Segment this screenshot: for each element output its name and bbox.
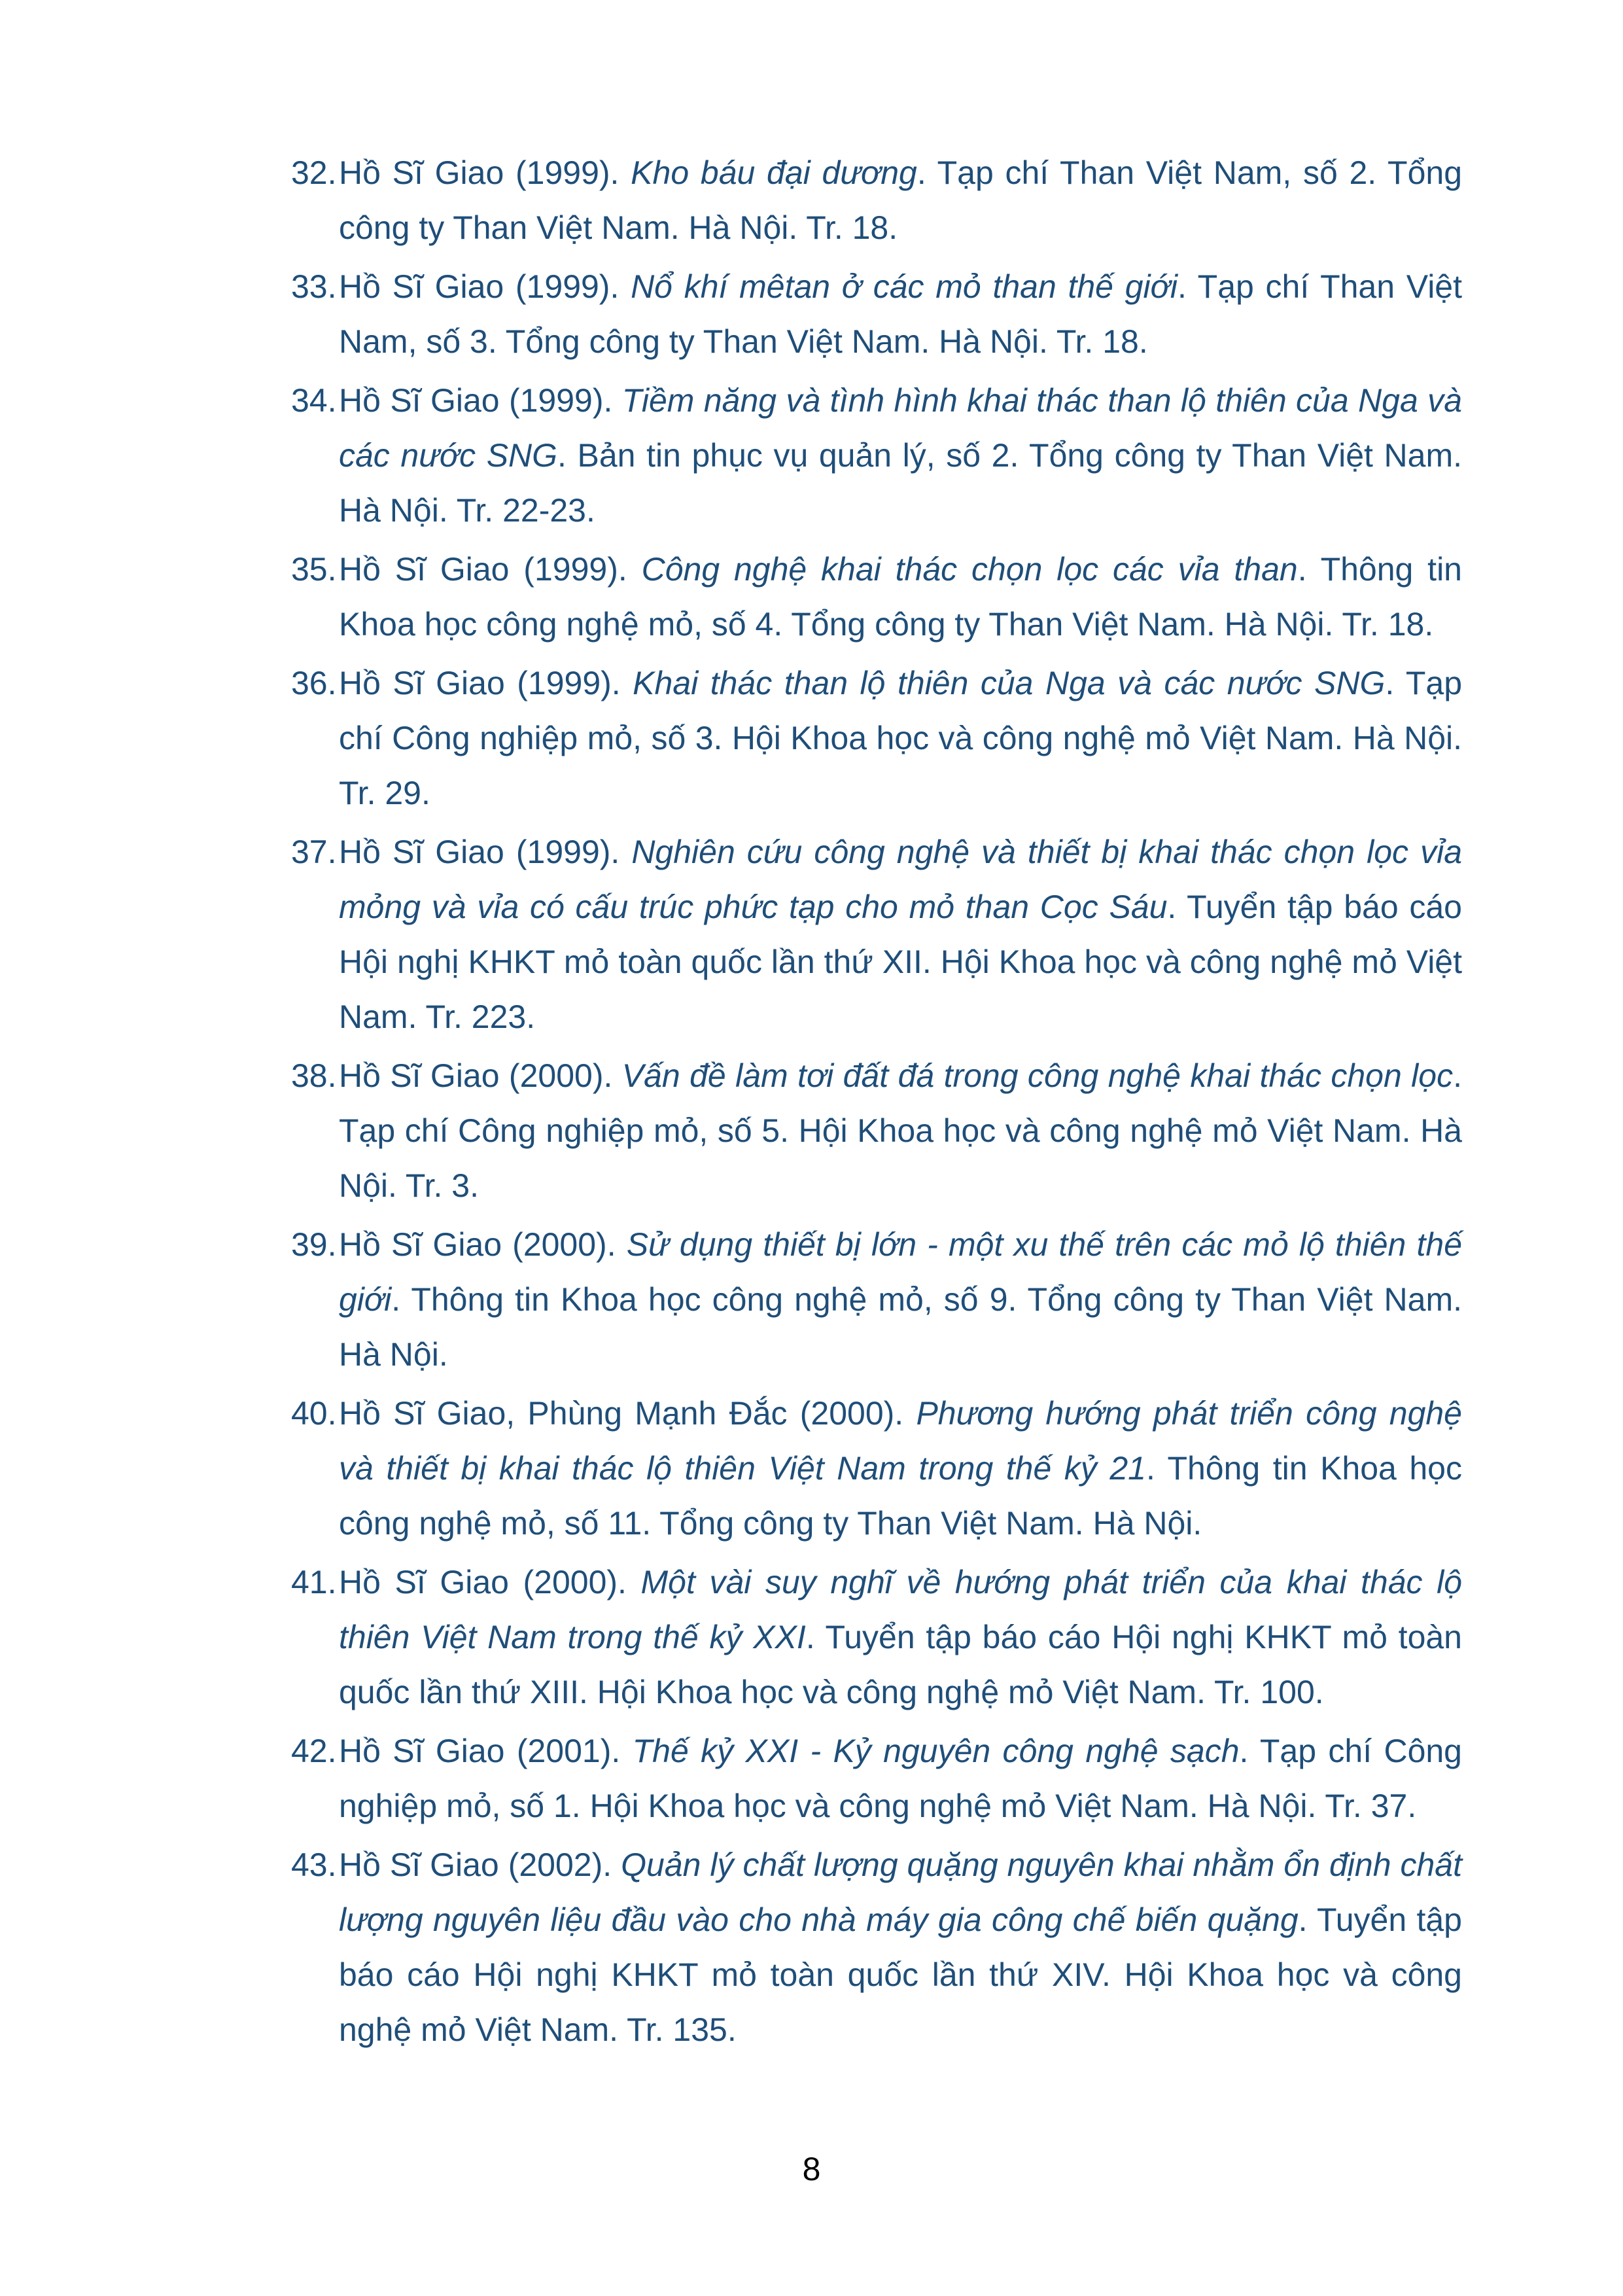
reference-source: . Tạp chí Công nghiệp mỏ, số 5. Hội Khoa học và công nghệ mỏ Việt Nam. Hà Nội. Tr. 3. xyxy=(339,1057,1462,1204)
reference-source: . Tuyển tập báo cáo Hội nghị KHKT mỏ toàn quốc lần thứ XIII. Hội Khoa học và công nghệ mỏ Việt Nam. Tr. 100. xyxy=(339,1619,1462,1710)
reference-item xyxy=(291,1048,1462,1213)
page-number: 8 xyxy=(802,2151,821,2187)
reference-author-year: Hồ Sĩ Giao (2002). xyxy=(339,1846,621,1883)
reference-item xyxy=(291,1723,1462,1833)
reference-author-year: Hồ Sĩ Giao (1999). xyxy=(339,551,642,588)
reference-author-year: Hồ Sĩ Giao (1999). xyxy=(339,154,631,191)
reference-title: Thế kỷ XXI - Kỷ nguyên công nghệ sạch xyxy=(632,1733,1240,1769)
reference-number: 38. xyxy=(291,1057,337,1094)
reference-item xyxy=(291,656,1462,821)
reference-number: 41. xyxy=(291,1564,337,1600)
reference-number: 35. xyxy=(291,551,337,588)
reference-item xyxy=(291,1386,1462,1551)
reference-title: Kho báu đại dương xyxy=(631,154,917,191)
reference-item xyxy=(291,542,1462,652)
reference-author-year: Hồ Sĩ Giao (2000). xyxy=(339,1226,627,1263)
reference-title: Quản lý chất lượng quặng nguyên khai nhằm ổn định chất lượng nguyên liệu đầu vào cho nhà máy gia công chế biến quặng xyxy=(339,1846,1463,1938)
reference-item xyxy=(291,259,1462,369)
reference-number: 36. xyxy=(291,665,337,701)
reference-source: . Tạp chí Than Việt Nam, số 2. Tổng công ty Than Việt Nam. Hà Nội. Tr. 18. xyxy=(339,154,1462,246)
reference-source: . Thông tin Khoa học công nghệ mỏ, số 4. Tổng công ty Than Việt Nam. Hà Nội. Tr. 18. xyxy=(339,551,1462,643)
reference-title: Phương hướng phát triển công nghệ và thiết bị khai thác lộ thiên Việt Nam trong thế kỷ 21 xyxy=(339,1395,1462,1487)
reference-item xyxy=(291,1217,1462,1382)
reference-number: 37. xyxy=(291,834,337,870)
reference-source: . Bản tin phục vụ quản lý, số 2. Tổng công ty Than Việt Nam. Hà Nội. Tr. 22-23. xyxy=(339,437,1462,529)
reference-title: Nghiên cứu công nghệ và thiết bị khai thác chọn lọc vỉa mỏng và vỉa có cấu trúc phức tạp cho mỏ than Cọc Sáu xyxy=(339,834,1462,925)
reference-title: Nổ khí mêtan ở các mỏ than thế giới xyxy=(631,268,1178,305)
reference-number: 43. xyxy=(291,1846,337,1883)
reference-source: . Tạp chí Than Việt Nam, số 3. Tổng công ty Than Việt Nam. Hà Nội. Tr. 18. xyxy=(339,268,1462,360)
reference-item xyxy=(291,1555,1462,1720)
reference-source: . Tạp chí Công nghiệp mỏ, số 3. Hội Khoa học và công nghệ mỏ Việt Nam. Hà Nội. Tr. 29. xyxy=(339,665,1462,811)
reference-title: Vấn đề làm tơi đất đá trong công nghệ khai thác chọn lọc xyxy=(621,1057,1454,1094)
reference-title: Khai thác than lộ thiên của Nga và các nước SNG xyxy=(633,665,1386,701)
reference-number: 40. xyxy=(291,1395,337,1432)
reference-title: Một vài suy nghĩ về hướng phát triển của khai thác lộ thiên Việt Nam trong thế kỷ XXI xyxy=(339,1564,1463,1655)
reference-source: . Tạp chí Công nghiệp mỏ, số 1. Hội Khoa học và công nghệ mỏ Việt Nam. Hà Nội. Tr. 37. xyxy=(339,1733,1462,1824)
reference-title: Sử dụng thiết bị lớn - một xu thế trên các mỏ lộ thiên thế giới xyxy=(339,1226,1462,1318)
reference-number: 39. xyxy=(291,1226,337,1263)
reference-list xyxy=(291,145,1462,2061)
reference-author-year: Hồ Sĩ Giao (2000). xyxy=(339,1564,641,1600)
reference-author-year: Hồ Sĩ Giao (2000). xyxy=(339,1057,622,1094)
reference-item xyxy=(291,824,1462,1044)
reference-item xyxy=(291,145,1462,255)
reference-number: 32. xyxy=(291,154,337,191)
reference-number: 42. xyxy=(291,1733,337,1769)
reference-author-year: Hồ Sĩ Giao (1999). xyxy=(339,834,632,870)
reference-source: . Tuyển tập báo cáo Hội nghị KHKT mỏ toàn quốc lần thứ XII. Hội Khoa học và công nghệ mỏ Việt Nam. Tr. 223. xyxy=(339,889,1462,1035)
reference-number: 34. xyxy=(291,382,337,419)
reference-author-year: Hồ Sĩ Giao (1999). xyxy=(339,665,633,701)
reference-author-year: Hồ Sĩ Giao (1999). xyxy=(339,268,631,305)
reference-item xyxy=(291,373,1462,538)
reference-number: 33. xyxy=(291,268,337,305)
reference-author-year: Hồ Sĩ Giao (1999). xyxy=(339,382,622,419)
reference-item xyxy=(291,1837,1462,2057)
reference-source: . Tuyển tập báo cáo Hội nghị KHKT mỏ toàn quốc lần thứ XIV. Hội Khoa học và công nghệ mỏ Việt Nam. Tr. 135. xyxy=(339,1901,1462,2048)
reference-title: Công nghệ khai thác chọn lọc các vỉa than xyxy=(641,551,1298,588)
reference-author-year: Hồ Sĩ Giao (2001). xyxy=(339,1733,633,1769)
reference-author-year: Hồ Sĩ Giao, Phùng Mạnh Đắc (2000). xyxy=(339,1395,916,1432)
reference-source: . Thông tin Khoa học công nghệ mỏ, số 9. Tổng công ty Than Việt Nam. Hà Nội. xyxy=(339,1281,1462,1373)
reference-source: . Thông tin Khoa học công nghệ mỏ, số 11. Tổng công ty Than Việt Nam. Hà Nội. xyxy=(339,1450,1462,1542)
reference-title: Tiềm năng và tình hình khai thác than lộ thiên của Nga và các nước SNG xyxy=(339,382,1462,474)
